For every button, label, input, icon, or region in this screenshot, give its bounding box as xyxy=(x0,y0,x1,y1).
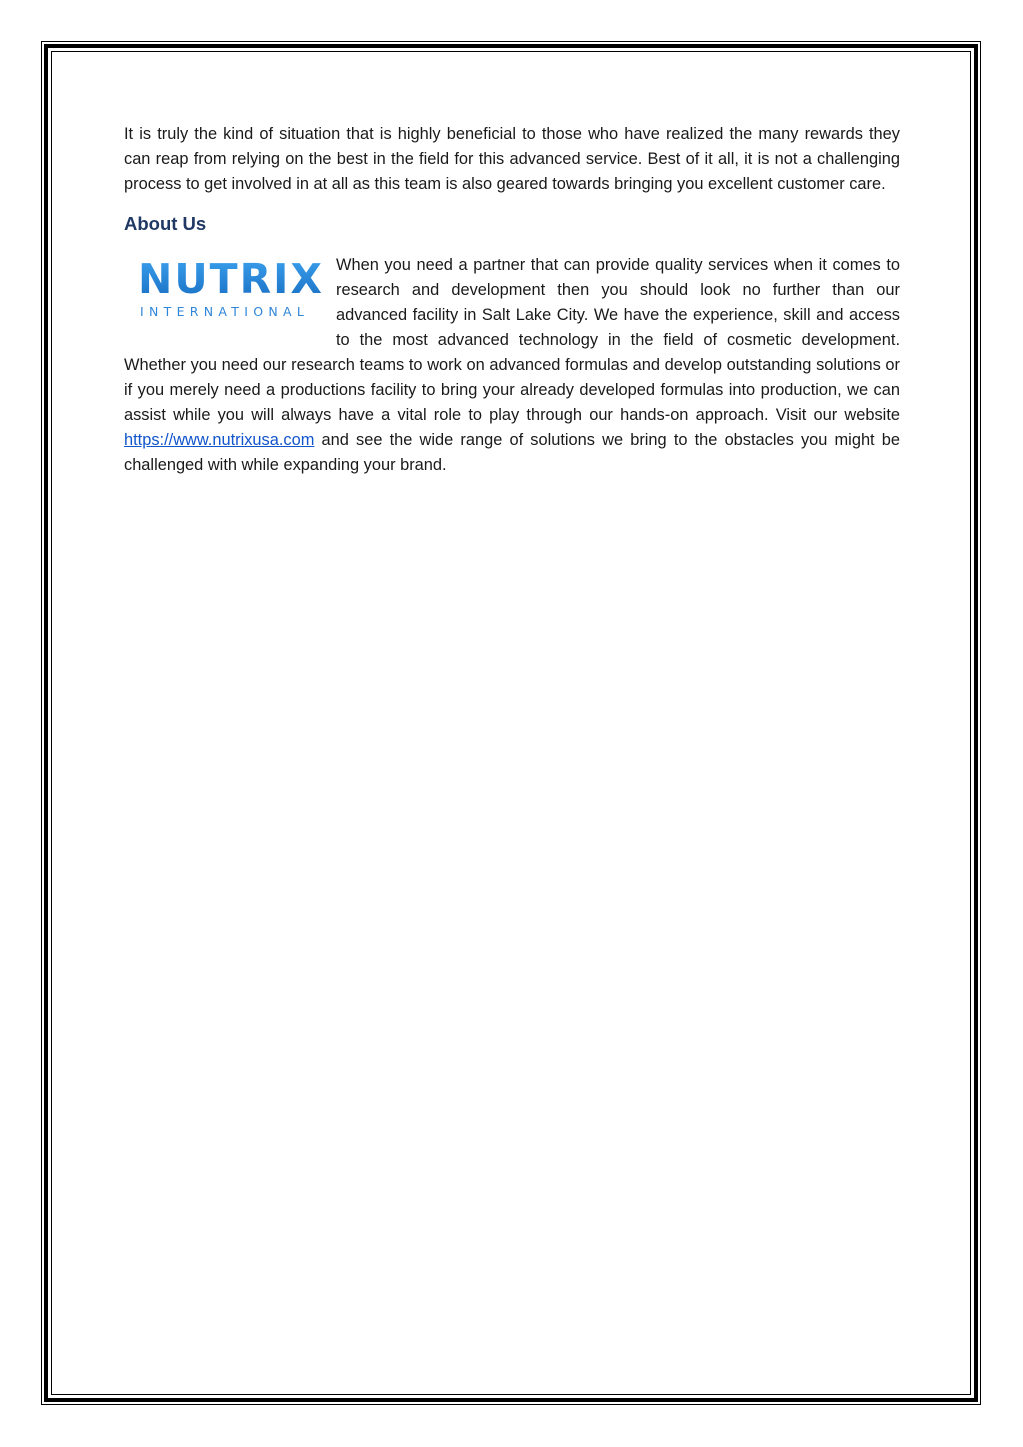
about-text-after-link: and see the wide range of solutions we bring to the obstacles you might be challenged with while expanding your brand. xyxy=(124,431,900,474)
website-link[interactable]: https://www.nutrixusa.com xyxy=(124,431,315,449)
intro-paragraph: It is truly the kind of situation that is highly beneficial to those who have realized the many rewards they can reap from relying on the best in the field for this advanced service. Best of it all, it is not a challenging process to get involved in at all as this team is also geared towards bringing you excellent customer care. xyxy=(124,125,900,193)
logo-wordmark: NUTRIX xyxy=(138,255,325,303)
about-heading: About Us xyxy=(124,213,207,234)
document-content xyxy=(124,122,900,478)
logo-subtitle: INTERNATIONAL xyxy=(140,304,310,319)
about-section xyxy=(124,253,900,478)
nutrix-logo xyxy=(124,253,324,325)
about-text-before-link: When you need a partner that can provide quality services when it comes to research and development then you should look no further than our advanced facility in Salt Lake City. We have the experience, skill and access to the most advanced technology in the field of cosmetic development. Whether you need our research teams to work on advanced formulas and develop outstanding solutions or if you merely need a productions facility to bring your already developed formulas into production, we can assist while you will always have a vital role to play through our hands-on approach. Visit our website xyxy=(124,256,900,424)
